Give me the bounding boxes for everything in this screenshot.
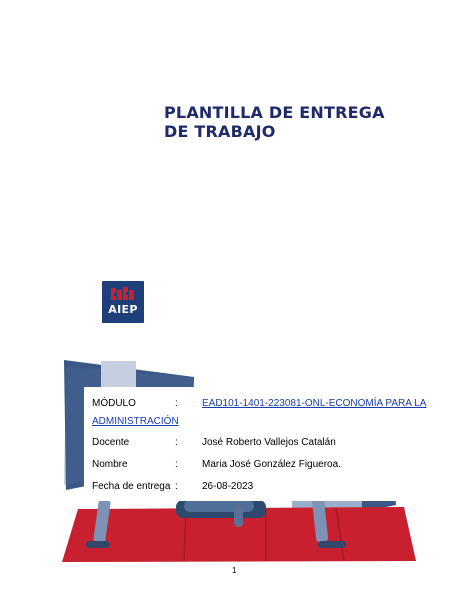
name-colon: :: [175, 459, 178, 470]
logo-text: AIEP: [108, 303, 138, 316]
name-label: Nombre: [92, 459, 128, 470]
module-label: MÓDULO: [92, 398, 136, 409]
document-title: PLANTILLA DE ENTREGA DE TRABAJO: [164, 103, 385, 141]
title-container: [164, 103, 414, 141]
module-colon: :: [175, 398, 178, 409]
module-value-continued[interactable]: ADMINISTRACIÓN: [92, 416, 179, 427]
logo-mark-icon: [102, 281, 144, 323]
teacher-label: Docente: [92, 437, 130, 448]
date-value: 26-08-2023: [202, 481, 254, 492]
teacher-colon: :: [175, 437, 178, 448]
module-value[interactable]: EAD101-1401-223081-ONL-ECONOMÍA PARA LA: [202, 398, 427, 409]
date-label: Fecha de entrega: [92, 481, 171, 492]
name-value: Maria José González Figueroa.: [202, 459, 341, 470]
date-colon: :: [175, 481, 178, 492]
aiep-logo: [102, 281, 144, 323]
teacher-value: José Roberto Vallejos Catalán: [202, 437, 336, 448]
submission-info-card: [84, 387, 427, 501]
page-number: 1: [232, 566, 237, 575]
